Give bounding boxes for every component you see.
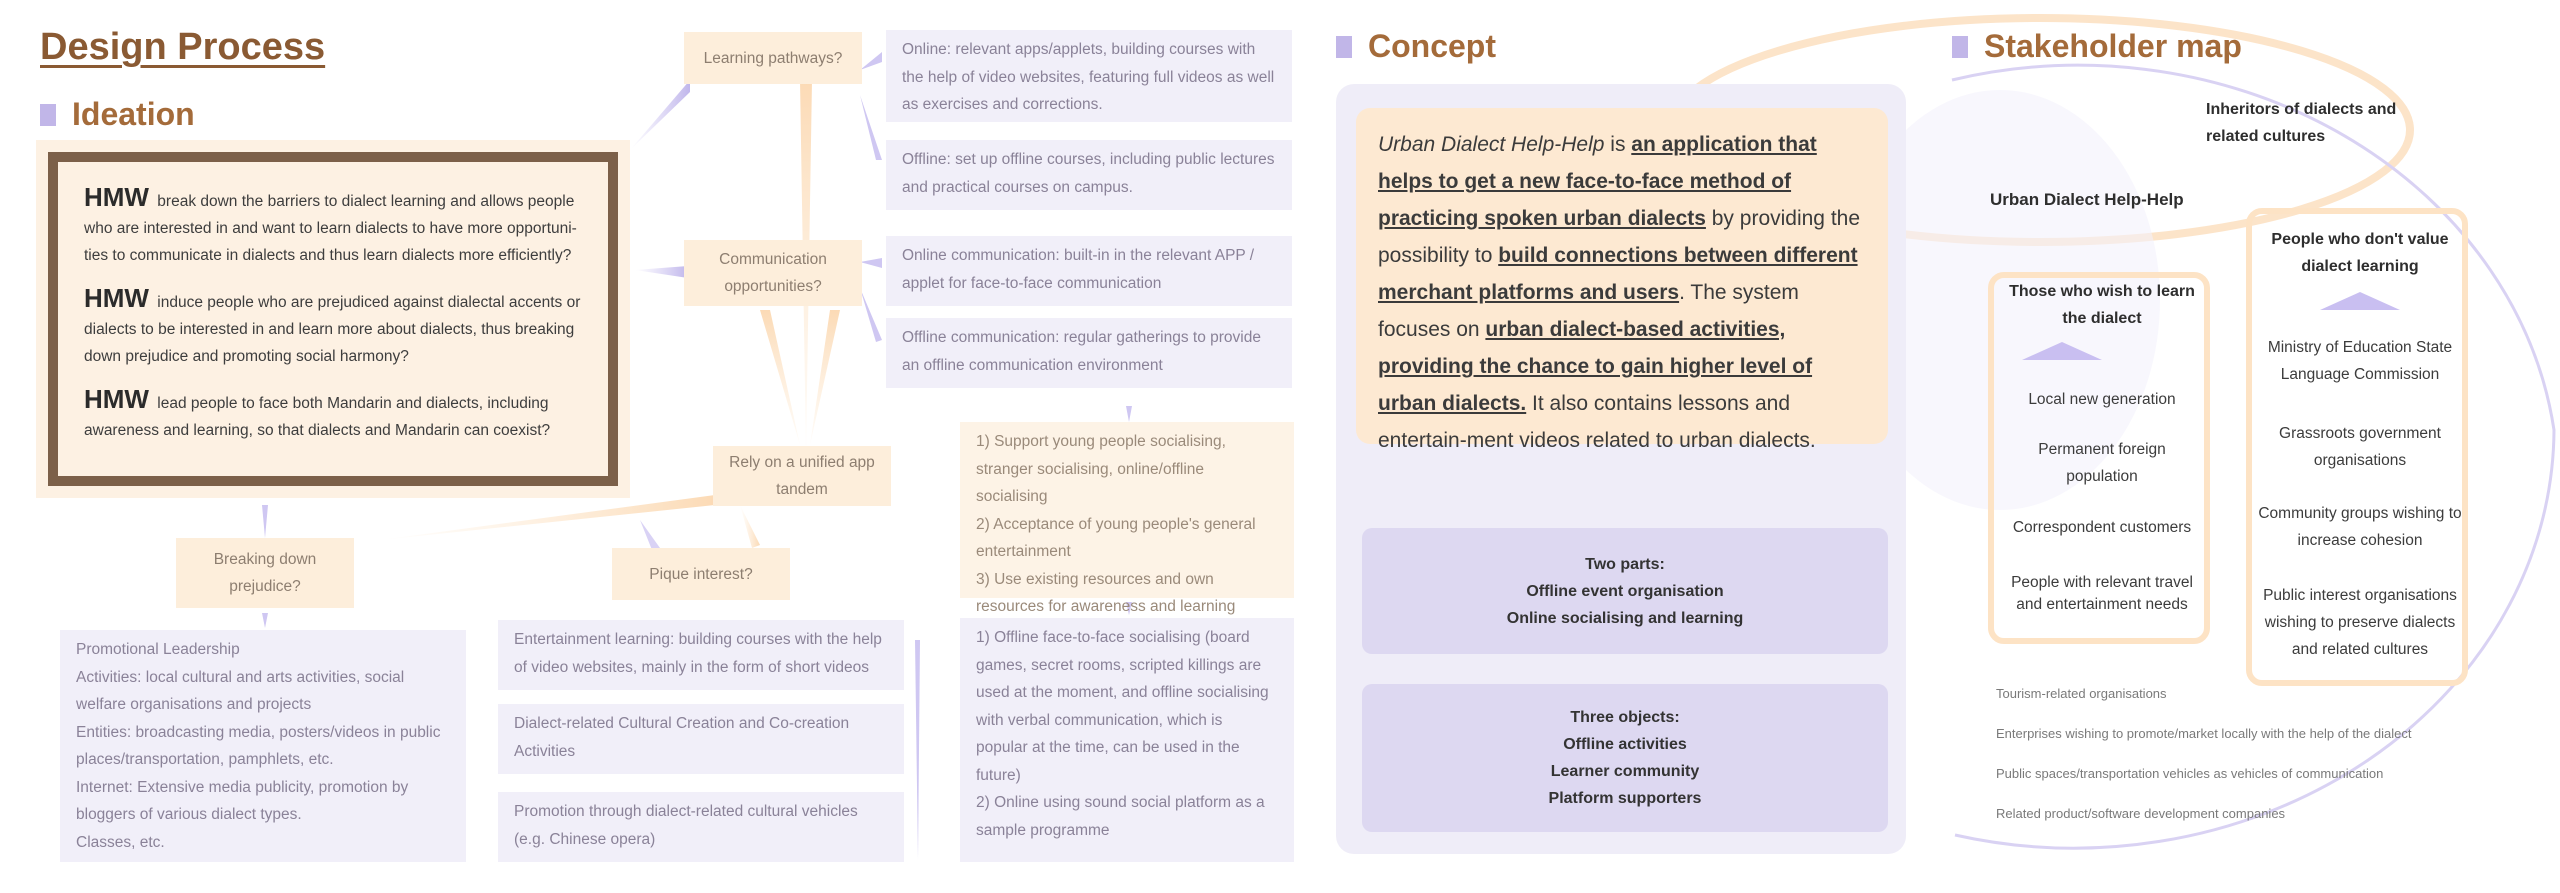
stakeholder-item: Correspondent customers bbox=[2012, 519, 2192, 536]
stakeholder-item: Community groups wishing to increase cohesion bbox=[2258, 505, 2462, 549]
list-item: Entities: broadcasting media, posters/videos in public places/transportation, pamphlets, etc. bbox=[76, 723, 441, 768]
list-item: Classes, etc. bbox=[76, 833, 165, 851]
heading-marker-icon bbox=[1336, 36, 1352, 58]
concept-heading bbox=[1336, 28, 1496, 65]
concept-heading-label: Concept bbox=[1368, 28, 1496, 64]
info-cultural-creation: Dialect-related Cultural Creation and Co-creation Activities bbox=[498, 704, 904, 774]
hmw-box bbox=[48, 152, 618, 486]
question-learning-pathways: Learning pathways? bbox=[684, 32, 862, 84]
page-title: Design Process bbox=[40, 26, 326, 68]
stakeholder-inheritors: Inheritors of dialects and related cultures bbox=[2206, 101, 2397, 145]
stakeholder-item: Public interest organisations wishing to preserve dialects and related cultures bbox=[2263, 587, 2457, 658]
info-chinese-opera: Promotion through dialect-related cultural vehicles (e.g. Chinese opera) bbox=[498, 792, 904, 862]
question-communication: Communication opportunities? bbox=[684, 240, 862, 306]
list-item: 3) Use existing resources and own resources for awareness and learning bbox=[976, 570, 1236, 615]
info-offline: Offline: set up offline courses, including public lectures and practical courses on campus. bbox=[886, 140, 1292, 210]
stakeholder-item: People with relevant travel and entertainment needs bbox=[2011, 574, 2193, 613]
question-unified-app: Rely on a unified app tandem bbox=[713, 446, 891, 506]
info-promotional-leadership bbox=[60, 630, 466, 862]
stakeholder-heading-label: Stakeholder map bbox=[1984, 28, 2242, 64]
info-entertainment-learning: Entertainment learning: building courses with the help of video websites, mainly in the form of short videos bbox=[498, 620, 904, 690]
stakeholder-item: Ministry of Education State Language Commission bbox=[2267, 339, 2453, 383]
list-item: 2) Acceptance of young people's general entertainment bbox=[976, 515, 1256, 560]
group-title-learners: Those who wish to learn the dialect bbox=[2009, 283, 2195, 327]
info-face-to-face bbox=[960, 618, 1294, 862]
group-title-nonvalue: People who don't value dialect learning bbox=[2271, 231, 2449, 275]
info-offline-communication: Offline communication: regular gatherings to provide an offline communication environment bbox=[886, 318, 1292, 388]
info-support-list bbox=[960, 422, 1294, 615]
ideation-heading-label: Ideation bbox=[72, 96, 195, 132]
list-item: 1) Offline face-to-face socialising (board games, secret rooms, scripted killings are used at the moment, and offline socialising with verbal communication, which is popular at the time, can be used in the future) bbox=[976, 629, 1269, 784]
hmw-statement: HMW induce people who are prejudiced against dialectal accents or dialects to be interested in and learn more about dialects, thus breaking down prejudice and promoting social harmony? bbox=[84, 283, 581, 365]
info-online-communication: Online communication: built-in in the relevant APP / applet for face-to-face communication bbox=[886, 236, 1292, 306]
list-item: Internet: Extensive media publicity, promotion by bloggers of various dialect types. bbox=[76, 778, 409, 823]
list-item: 1) Support young people socialising, stranger socialising, online/offline socialising bbox=[976, 433, 1226, 505]
info-online: Online: relevant apps/applets, building courses with the help of video websites, featuring full videos as well as exercises and corrections. bbox=[886, 30, 1292, 122]
stakeholder-heading bbox=[1952, 28, 2242, 65]
concept-three-objects: Three objects: Offline activities Learner community Platform supporters bbox=[1362, 684, 1888, 832]
hmw-statement: HMW lead people to face both Mandarin and dialects, including awareness and learning, so that dialects and Mandarin can coexist? bbox=[84, 384, 551, 439]
stakeholder-center: Urban Dialect Help-Help bbox=[1990, 190, 2184, 209]
ideation-heading bbox=[40, 96, 195, 133]
stakeholder-outer-item: Public spaces/transportation vehicles as vehicles of communication bbox=[1996, 766, 2384, 781]
stakeholder-outer-item: Enterprises wishing to promote/market locally with the help of the dialect bbox=[1996, 726, 2412, 741]
hmw-statement: HMW break down the barriers to dialect learning and allows people who are interested in and want to learn dialects to have more opportuni-ties to communicate in dialects and thus learn dialects more efficiently? bbox=[84, 182, 577, 264]
heading-marker-icon bbox=[40, 104, 56, 126]
stakeholder-item: Local new generation bbox=[2028, 391, 2176, 408]
question-breaking-prejudice: Breaking down prejudice? bbox=[176, 538, 354, 608]
list-item: Activities: local cultural and arts activities, social welfare organisations and projects bbox=[76, 668, 405, 713]
concept-description: Urban Dialect Help-Help is an application that helps to get a new face-to-face method of practicing spoken urban dialects by providing the possibility to build connections between different merchant platforms and users. The system focuses on urban dialect-based activities, providing the chance to gain higher level of urban dialects. It also contains lessons and entertain-ment videos related to urban dialects. bbox=[1356, 108, 1888, 444]
concept-two-parts: Two parts: Offline event organisation Online socialising and learning bbox=[1362, 528, 1888, 654]
heading-marker-icon bbox=[1952, 36, 1968, 58]
list-item: 2) Online using sound social platform as a sample programme bbox=[976, 794, 1265, 839]
question-pique-interest: Pique interest? bbox=[612, 548, 790, 600]
stakeholder-item: Grassroots government organisations bbox=[2279, 425, 2441, 469]
stakeholder-outer-item: Related product/software development companies bbox=[1996, 806, 2286, 821]
stakeholder-item: Permanent foreign population bbox=[2038, 441, 2166, 485]
stakeholder-outer-item: Tourism-related organisations bbox=[1996, 686, 2167, 701]
list-item: Promotional Leadership bbox=[76, 641, 240, 658]
